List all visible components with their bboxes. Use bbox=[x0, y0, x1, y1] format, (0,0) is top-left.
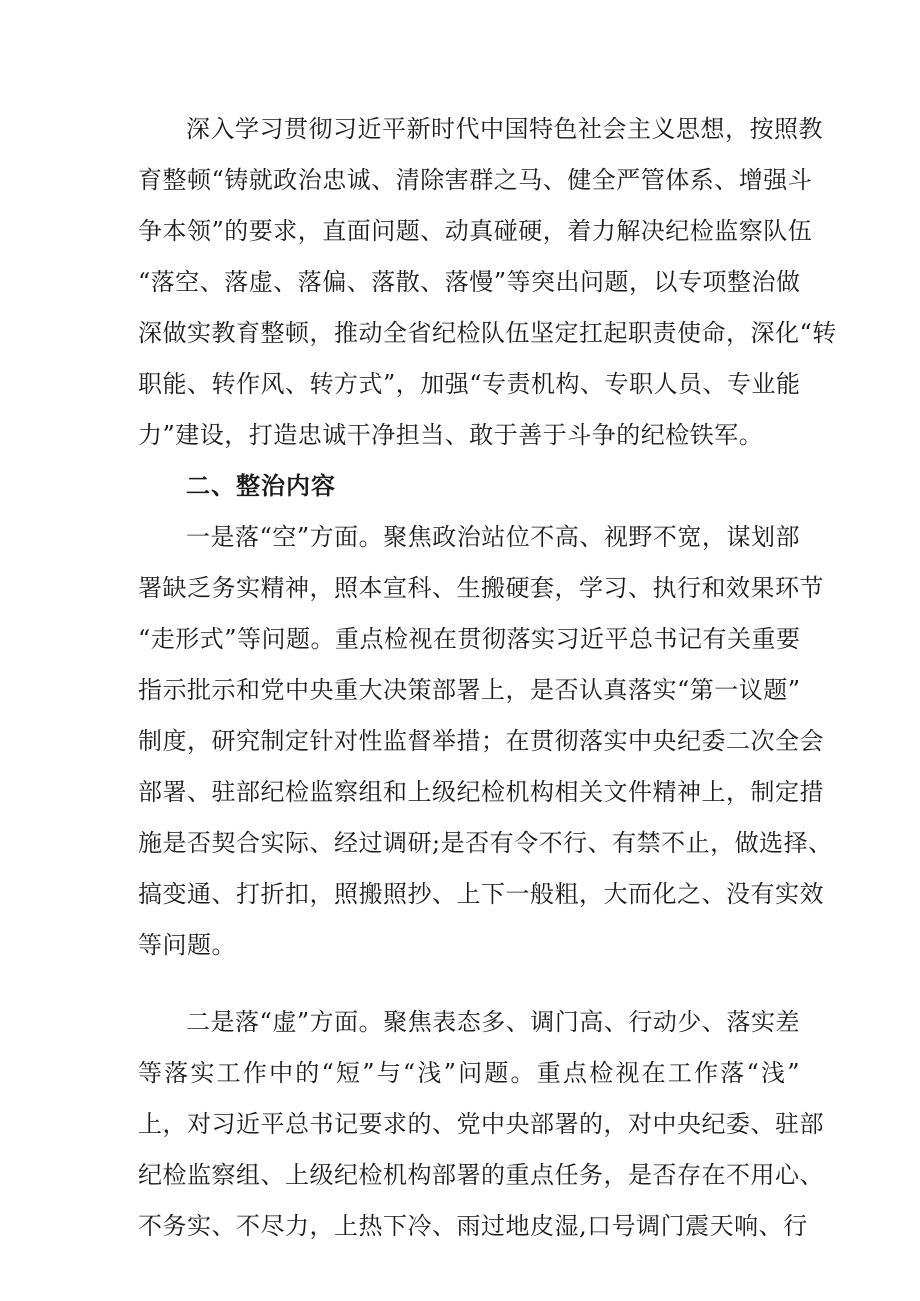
text-line: 施是否契合实际、经过调研;是否有令不行、有禁不止，做选择、 bbox=[138, 829, 833, 857]
text-line: “落空、落虚、落偏、落散、落慢”等突出问题，以专项整治做 bbox=[138, 268, 801, 296]
text-line: 搞变通、打折扣，照搬照抄、上下一般粗，大而化之、没有实效 bbox=[138, 880, 824, 908]
paragraph-intro bbox=[138, 104, 837, 461]
text-line: 深做实教育整顿，推动全省纪检队伍坚定扛起职责使命，深化“转 bbox=[138, 319, 837, 347]
text-line: 职能、转作风、转方式”，加强“专责机构、专职人员、专业能 bbox=[138, 370, 801, 398]
text-line: 部署、驻部纪检监察组和上级纪检机构相关文件精神上，制定措 bbox=[138, 778, 824, 806]
text-line: 二是落“虚”方面。聚焦表态多、调门高、行动少、落实差 bbox=[186, 1008, 800, 1036]
text-line: 纪检监察组、上级纪检机构部署的重点任务，是否存在不用心、 bbox=[138, 1161, 824, 1189]
paragraph-two bbox=[138, 997, 824, 1252]
text-line: 等落实工作中的“短”与“浅”问题。重点检视在工作落“浅” bbox=[138, 1059, 800, 1087]
paragraph-one bbox=[138, 512, 833, 971]
section-heading: 二、整治内容 bbox=[186, 472, 336, 500]
text-line: 等问题。 bbox=[138, 931, 236, 959]
text-line: 深入学习贯彻习近平新时代中国特色社会主义思想，按照教 bbox=[186, 115, 823, 143]
text-line: 指示批示和党中央重大决策部署上，是否认真落实“第一议题” bbox=[138, 676, 801, 704]
text-line: 上，对习近平总书记要求的、党中央部署的，对中央纪委、驻部 bbox=[138, 1110, 824, 1138]
text-line: 一是落“空”方面。聚焦政治站位不高、视野不宽，谋划部 bbox=[186, 523, 800, 551]
document-body bbox=[138, 104, 837, 1252]
text-line: “走形式”等问题。重点检视在贯彻落实习近平总书记有关重要 bbox=[138, 625, 801, 653]
text-line: 争本领”的要求，直面问题、动真碰硬，着力解决纪检监察队伍 bbox=[138, 217, 813, 245]
text-line: 力”建设，打造忠诚干净担当、敢于善于斗争的纪检铁军。 bbox=[138, 421, 764, 449]
text-line: 制度，研究制定针对性监督举措；在贯彻落实中央纪委二次全会 bbox=[138, 727, 824, 755]
text-line: 署缺乏务实精神，照本宣科、生搬硬套，学习、执行和效果环节 bbox=[138, 574, 824, 602]
paragraph-spacer bbox=[138, 971, 800, 997]
text-line: 育整顿“铸就政治忠诚、清除害群之马、健全严管体系、增强斗 bbox=[138, 166, 813, 194]
text-line: 不务实、不尽力，上热下冷、雨过地皮湿,口号调门震天响、行 bbox=[138, 1212, 808, 1240]
